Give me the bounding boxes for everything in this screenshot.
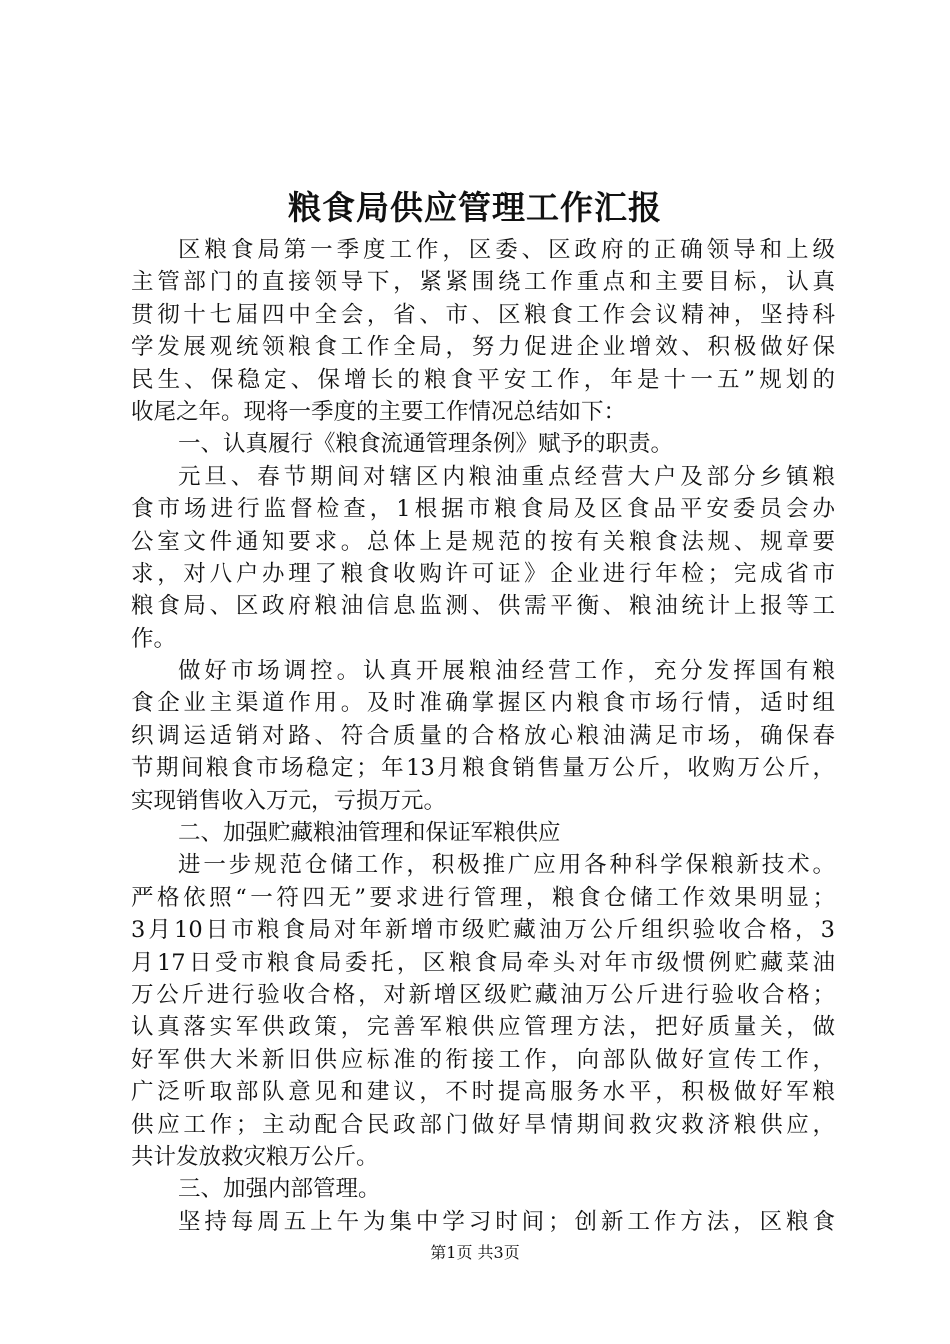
body-line: 万公斤进行验收合格，对新增区级贮藏油万公斤进行验收合格； bbox=[131, 981, 835, 1008]
body-line: 食市场进行监督检查，1根据市粮食局及区食品平安委员会办 bbox=[131, 496, 835, 523]
body-line: 广泛听取部队意见和建议，不时提高服务水平，积极做好军粮 bbox=[131, 1079, 835, 1106]
section-heading: 三、加强内部管理。 bbox=[178, 1176, 381, 1203]
section-heading: 二、加强贮藏粮油管理和保证军粮供应 bbox=[178, 820, 561, 847]
body-line: 粮食局、区政府粮油信息监测、供需平衡、粮油统计上报等工 bbox=[131, 593, 835, 620]
body-line: 织调运适销对路、符合质量的合格放心粮油满足市场，确保春 bbox=[131, 722, 835, 749]
body-line: 收尾之年。现将一季度的主要工作情况总结如下： bbox=[131, 398, 627, 425]
body-line: 严格依照“一符四无”要求进行管理，粮食仓储工作效果明显； bbox=[131, 884, 835, 911]
body-line: 公室文件通知要求。总体上是规范的按有关粮食法规、规章要 bbox=[131, 528, 835, 555]
section-heading: 一、认真履行《粮食流通管理条例》赋予的职责。 bbox=[178, 431, 674, 458]
body-line: 贯彻十七届四中全会，省、市、区粮食工作会议精神，坚持科 bbox=[131, 301, 835, 328]
body-line: 元旦、春节期间对辖区内粮油重点经营大户及部分乡镇粮 bbox=[178, 463, 835, 490]
page-footer: 第1页 共3页 bbox=[430, 1243, 520, 1262]
body-line: 坚持每周五上午为集中学习时间；创新工作方法，区粮食 bbox=[178, 1208, 835, 1235]
body-line: 节期间粮食市场稳定；年13月粮食销售量万公斤，收购万公斤， bbox=[131, 755, 835, 782]
body-line: 供应工作；主动配合民政部门做好旱情期间救灾救济粮供应， bbox=[131, 1111, 835, 1138]
body-line: 区粮食局第一季度工作，区委、区政府的正确领导和上级 bbox=[178, 237, 835, 263]
body-line: 共计发放救灾粮万公斤。 bbox=[131, 1143, 379, 1170]
body-line: 3月10日市粮食局对年新增市级贮藏油万公斤组织验收合格，3 bbox=[131, 917, 835, 944]
body-line: 认真落实军供政策，完善军粮供应管理方法，把好质量关，做 bbox=[131, 1014, 835, 1041]
body-line: 民生、保稳定、保增长的粮食平安工作，年是十一五”规划的 bbox=[131, 366, 835, 393]
body-line: 学发展观统领粮食工作全局，努力促进企业增效、积极做好保 bbox=[131, 334, 835, 361]
body-line: 好军供大米新旧供应标准的衔接工作，向部队做好宣传工作， bbox=[131, 1046, 835, 1073]
body-line: 月17日受市粮食局委托，区粮食局牵头对年市级惯例贮藏菜油 bbox=[131, 949, 835, 976]
document-body bbox=[131, 234, 835, 1238]
body-line: 求，对八户办理了粮食收购许可证》企业进行年检；完成省市 bbox=[131, 560, 835, 587]
body-line: 主管部门的直接领导下，紧紧围绕工作重点和主要目标，认真 bbox=[131, 269, 835, 296]
body-line: 进一步规范仓储工作，积极推广应用各种科学保粮新技术。 bbox=[178, 852, 835, 879]
body-line: 食企业主渠道作用。及时准确掌握区内粮食市场行情，适时组 bbox=[131, 690, 835, 717]
body-line: 实现销售收入万元，亏损万元。 bbox=[131, 787, 447, 814]
document-title: 粮食局供应管理工作汇报 bbox=[288, 188, 662, 227]
body-line: 作。 bbox=[131, 625, 177, 652]
body-line: 做好市场调控。认真开展粮油经营工作，充分发挥国有粮 bbox=[178, 658, 835, 685]
